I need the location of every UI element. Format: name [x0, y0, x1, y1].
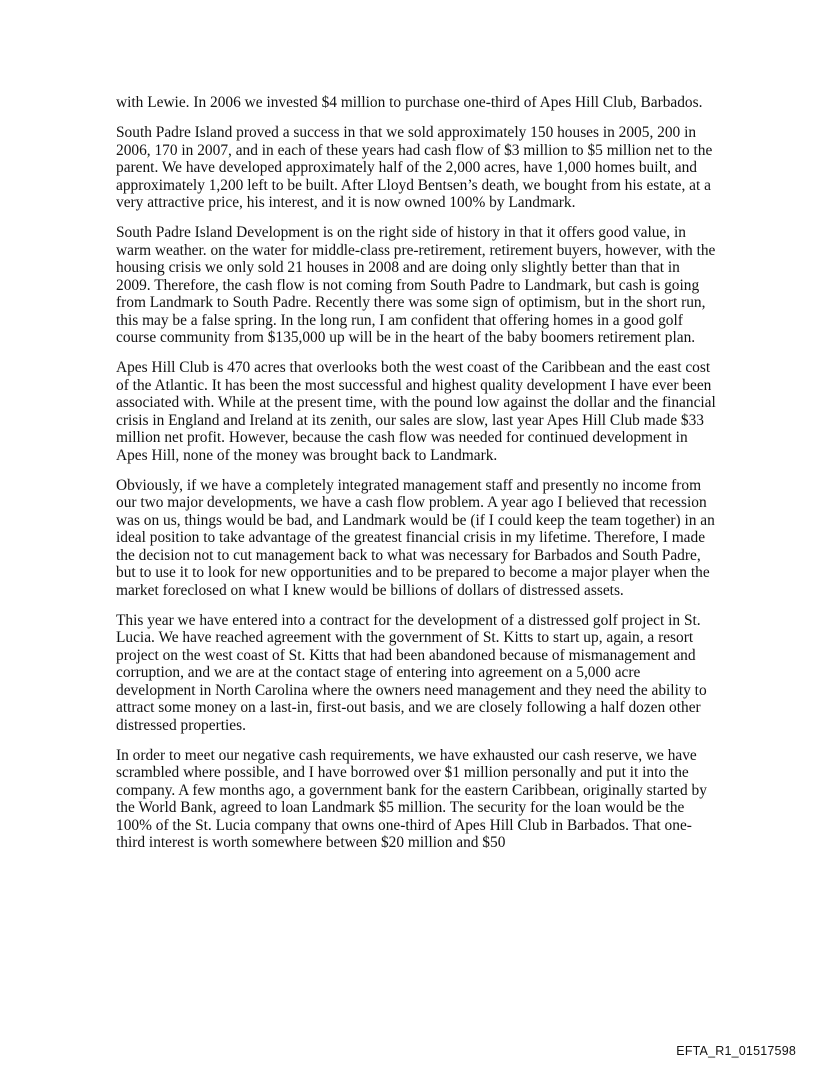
document-body — [116, 94, 716, 864]
document-id-footer: EFTA_R1_01517598 — [676, 1044, 796, 1058]
paragraph-3: South Padre Island Development is on the right side of history in that it offers good value, in warm weather. on the water for middle-class pre-retirement, retirement buyers, however, with the housing crisis we only sold 21 houses in 2008 and are doing only slightly better than that in 2009. Therefore, the cash flow is not coming from South Padre to Landmark, but cash is going from Landmark to South Padre. Recently there was some sign of optimism, but in the short run, this may be a false spring. In the long run, I am confident that offering homes in a good golf course community from $135,000 up will be in the heart of the baby boomers retirement plan. — [116, 224, 716, 346]
paragraph-4: Apes Hill Club is 470 acres that overlooks both the west coast of the Caribbean and the east cost of the Atlantic. It has been the most successful and highest quality development I have ever been associated with. While at the present time, with the pound low against the dollar and the financial crisis in England and Ireland at its zenith, our sales are slow, last year Apes Hill Club made $33 million net profit. However, because the cash flow was needed for continued development in Apes Hill, none of the money was brought back to Landmark. — [116, 359, 716, 464]
paragraph-2: South Padre Island proved a success in that we sold approximately 150 houses in 2005, 200 in 2006, 170 in 2007, and in each of these years had cash flow of $3 million to $5 million net to the parent. We have developed approximately half of the 2,000 acres, have 1,000 homes built, and approximately 1,200 left to be built. After Lloyd Bentsen’s death, we bought from his estate, at a very attractive price, his interest, and it is now owned 100% by Landmark. — [116, 124, 713, 211]
paragraph-5: Obviously, if we have a completely integrated management staff and presently no income from our two major developments, we have a cash flow problem. A year ago I believed that recession was on us, things would be bad, and Landmark would be (if I could keep the team together) in an ideal position to take advantage of the greatest financial crisis in my lifetime. Therefore, I made the decision not to cut management back to what was necessary for Barbados and South Padre, but to use it to look for new opportunities and to be prepared to become a major player when the market foreclosed on what I knew would be billions of dollars of distressed assets. — [116, 476, 715, 599]
paragraph-1: with Lewie. In 2006 we invested $4 million to purchase one-third of Apes Hill Club, Barbados. — [116, 94, 703, 111]
paragraph-7: In order to meet our negative cash requirements, we have exhausted our cash reserve, we have scrambled where possible, and I have borrowed over $1 million personally and put it into the company. A few months ago, a government bank for the eastern Caribbean, originally started by the World Bank, agreed to loan Landmark $5 million. The security for the loan would be the 100% of the St. Lucia company that owns one-third of Apes Hill Club in Barbados. That one-third interest is worth somewhere between $20 million and $50 — [116, 746, 707, 851]
paragraph-6: This year we have entered into a contract for the development of a distressed golf project in St. Lucia. We have reached agreement with the government of St. Kitts to start up, again, a resort project on the west coast of St. Kitts that had been abandoned because of mismanagement and corruption, and we are at the contact stage of entering into agreement on a 5,000 acre development in North Carolina where the owners need management and they need the ability to attract some money on a last-in, first-out basis, and we are closely following a half dozen other distressed properties. — [116, 611, 707, 734]
